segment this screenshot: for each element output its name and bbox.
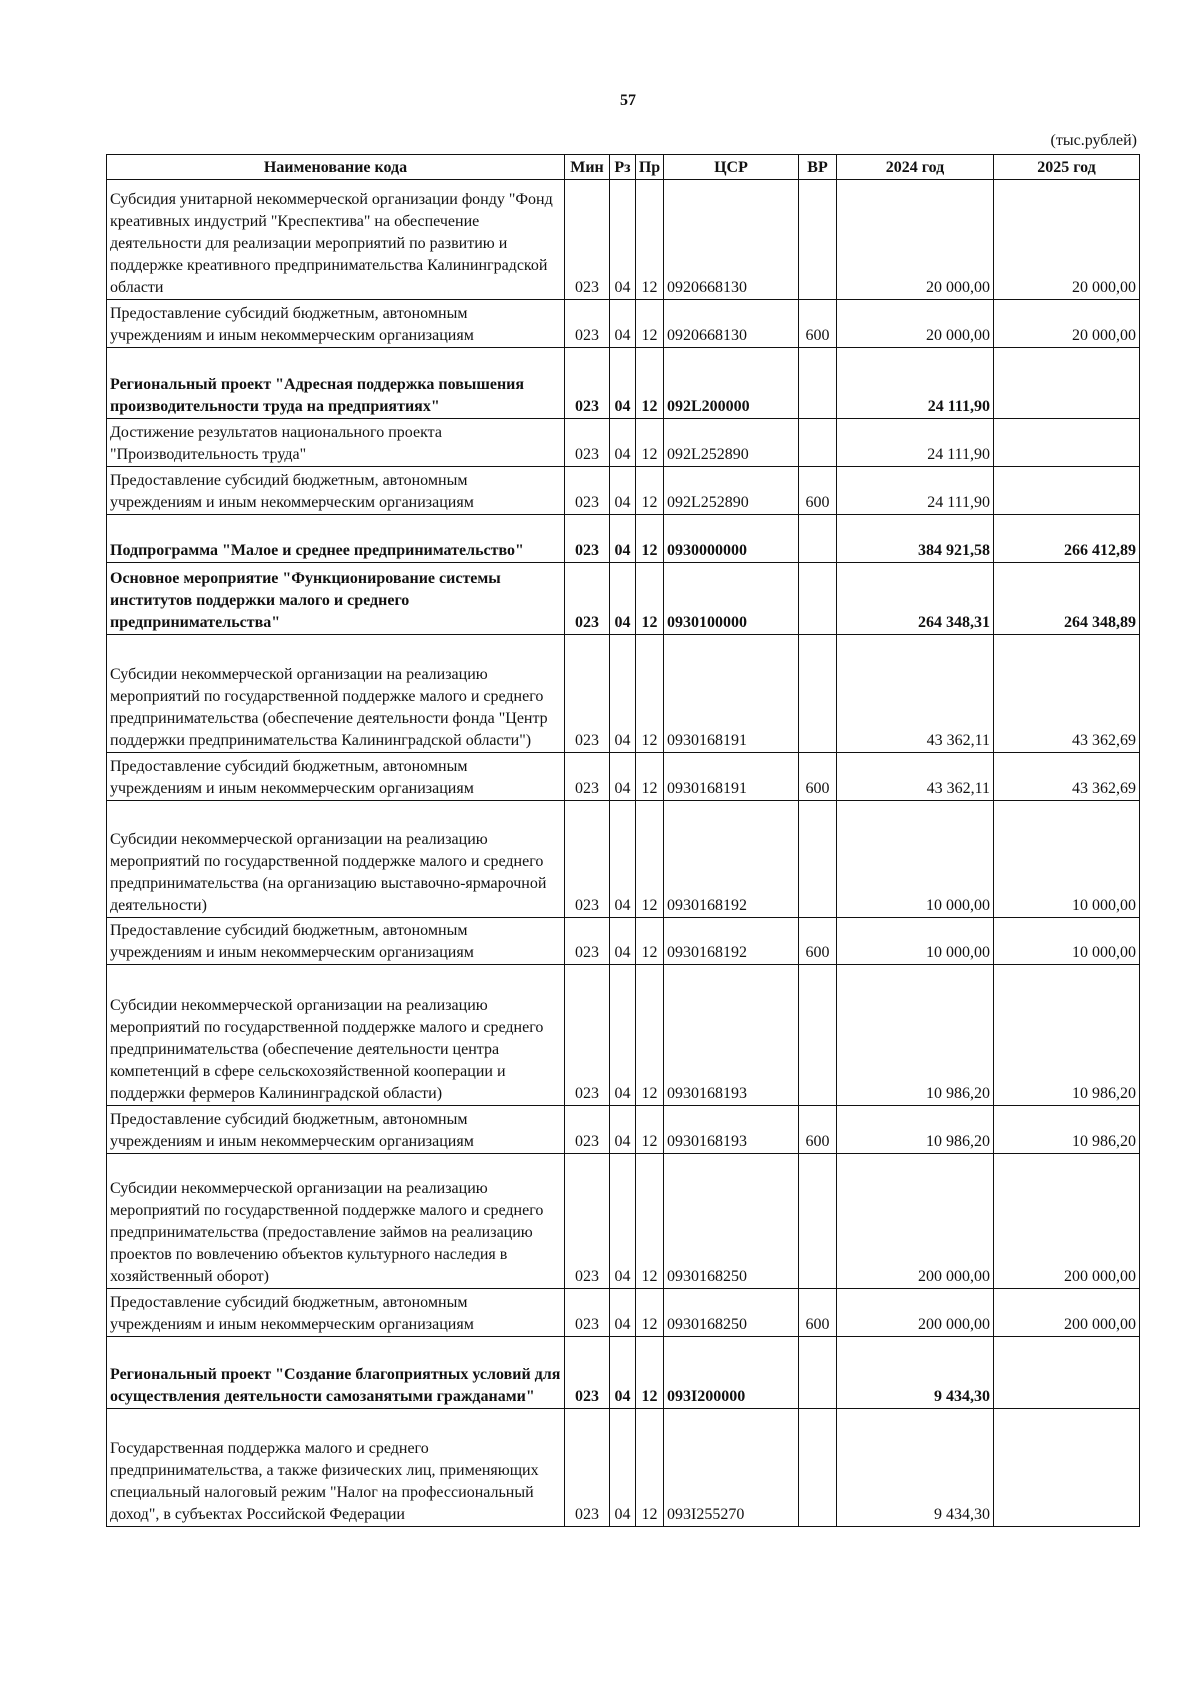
row-2025: [994, 419, 1140, 467]
row-pr: 12: [636, 801, 664, 918]
row-2025: 10 000,00: [994, 918, 1140, 965]
row-2024: 20 000,00: [837, 300, 994, 348]
table-row: [107, 965, 1140, 1106]
row-csr: 092L252890: [664, 419, 799, 467]
row-csr: 093I255270: [664, 1409, 799, 1527]
row-min: 023: [565, 918, 610, 965]
row-2024: 24 111,90: [837, 467, 994, 515]
row-2024: 10 000,00: [837, 918, 994, 965]
row-name: Субсидии некоммерческой организации на реализацию мероприятий по государственной поддержке малого и среднего предпринимательства (обеспечение деятельности фонда "Центр поддержки предпринимательства Калининградской области"): [107, 635, 565, 753]
row-pr: 12: [636, 515, 664, 563]
row-csr: 0930168192: [664, 918, 799, 965]
units-label: (тыс.рублей): [1050, 132, 1137, 149]
row-2024: 10 986,20: [837, 965, 994, 1106]
table-row: [107, 348, 1140, 419]
col-header-2025: 2025 год: [994, 155, 1140, 180]
row-rz: 04: [610, 180, 636, 300]
row-pr: 12: [636, 965, 664, 1106]
col-header-min: Мин: [565, 155, 610, 180]
row-vr: [799, 180, 837, 300]
row-csr: 0930168193: [664, 1106, 799, 1154]
row-rz: 04: [610, 1289, 636, 1337]
row-name: Предоставление субсидий бюджетным, автономным учреждениям и иным некоммерческим организациям: [107, 1106, 565, 1154]
row-vr: 600: [799, 918, 837, 965]
row-name: Предоставление субсидий бюджетным, автономным учреждениям и иным некоммерческим организациям: [107, 467, 565, 515]
row-2024: 24 111,90: [837, 348, 994, 419]
table-row: [107, 419, 1140, 467]
table-row: [107, 1289, 1140, 1337]
col-header-name: Наименование кода: [107, 155, 565, 180]
row-pr: 12: [636, 1409, 664, 1527]
row-rz: 04: [610, 801, 636, 918]
table-row: [107, 635, 1140, 753]
row-pr: 12: [636, 419, 664, 467]
row-pr: 12: [636, 1106, 664, 1154]
row-2024: 43 362,11: [837, 753, 994, 801]
row-rz: 04: [610, 300, 636, 348]
table-row: [107, 1154, 1140, 1289]
row-rz: 04: [610, 563, 636, 635]
row-csr: 092L252890: [664, 467, 799, 515]
row-min: 023: [565, 467, 610, 515]
col-header-csr: ЦСР: [664, 155, 799, 180]
row-rz: 04: [610, 753, 636, 801]
page-number: 57: [620, 92, 636, 109]
row-csr: 0930168191: [664, 753, 799, 801]
table-header-row: [107, 155, 1140, 180]
row-csr: 0930168192: [664, 801, 799, 918]
row-rz: 04: [610, 467, 636, 515]
row-pr: 12: [636, 753, 664, 801]
row-vr: [799, 1154, 837, 1289]
row-rz: 04: [610, 965, 636, 1106]
row-min: 023: [565, 563, 610, 635]
row-pr: 12: [636, 1289, 664, 1337]
row-csr: 0930000000: [664, 515, 799, 563]
budget-table: [106, 154, 1140, 1527]
row-name: Субсидии некоммерческой организации на реализацию мероприятий по государственной поддержке малого и среднего предпринимательства (обеспечение деятельности центра компетенций в сфере сельскохозяйственной кооперации и поддержки фермеров Калининградской области): [107, 965, 565, 1106]
row-csr: 0930168191: [664, 635, 799, 753]
table-row: [107, 1106, 1140, 1154]
row-name: Региональный проект "Создание благоприятных условий для осуществления деятельности самозанятыми гражданами": [107, 1337, 565, 1409]
row-rz: 04: [610, 635, 636, 753]
table-row: [107, 563, 1140, 635]
row-vr: 600: [799, 300, 837, 348]
row-csr: 0930100000: [664, 563, 799, 635]
row-name: Подпрограмма "Малое и среднее предпринимательство": [107, 515, 565, 563]
row-2024: 43 362,11: [837, 635, 994, 753]
row-pr: 12: [636, 918, 664, 965]
row-vr: [799, 801, 837, 918]
row-2024: 384 921,58: [837, 515, 994, 563]
row-2025: 200 000,00: [994, 1289, 1140, 1337]
row-2025: 10 000,00: [994, 801, 1140, 918]
row-csr: 0930168250: [664, 1154, 799, 1289]
row-rz: 04: [610, 1409, 636, 1527]
row-min: 023: [565, 1106, 610, 1154]
row-2024: 9 434,30: [837, 1409, 994, 1527]
row-pr: 12: [636, 300, 664, 348]
row-csr: 093I200000: [664, 1337, 799, 1409]
row-csr: 0930168250: [664, 1289, 799, 1337]
row-vr: [799, 1409, 837, 1527]
row-2025: 43 362,69: [994, 635, 1140, 753]
table-row: [107, 753, 1140, 801]
row-pr: 12: [636, 1154, 664, 1289]
row-rz: 04: [610, 515, 636, 563]
row-min: 023: [565, 348, 610, 419]
row-2024: 264 348,31: [837, 563, 994, 635]
row-vr: [799, 635, 837, 753]
row-pr: 12: [636, 1337, 664, 1409]
row-2024: 20 000,00: [837, 180, 994, 300]
row-pr: 12: [636, 635, 664, 753]
row-2025: 266 412,89: [994, 515, 1140, 563]
row-rz: 04: [610, 1154, 636, 1289]
row-min: 023: [565, 635, 610, 753]
row-pr: 12: [636, 563, 664, 635]
row-vr: [799, 965, 837, 1106]
row-vr: 600: [799, 753, 837, 801]
row-name: Достижение результатов национального проекта "Производительность труда": [107, 419, 565, 467]
table-row: [107, 1337, 1140, 1409]
row-2025: 200 000,00: [994, 1154, 1140, 1289]
row-name: Предоставление субсидий бюджетным, автономным учреждениям и иным некоммерческим организациям: [107, 918, 565, 965]
row-2024: 200 000,00: [837, 1154, 994, 1289]
row-min: 023: [565, 300, 610, 348]
row-2025: [994, 348, 1140, 419]
row-vr: [799, 563, 837, 635]
col-header-rz: Рз: [610, 155, 636, 180]
row-name: Основное мероприятие "Функционирование системы институтов поддержки малого и среднего предпринимательства": [107, 563, 565, 635]
row-min: 023: [565, 180, 610, 300]
row-rz: 04: [610, 1106, 636, 1154]
row-min: 023: [565, 419, 610, 467]
row-rz: 04: [610, 419, 636, 467]
row-name: Государственная поддержка малого и среднего предпринимательства, а также физических лиц, применяющих специальный налоговый режим "Налог на профессиональный доход", в субъектах Российской Федерации: [107, 1409, 565, 1527]
col-header-2024: 2024 год: [837, 155, 994, 180]
row-vr: [799, 515, 837, 563]
row-min: 023: [565, 1289, 610, 1337]
row-2024: 10 000,00: [837, 801, 994, 918]
row-min: 023: [565, 753, 610, 801]
row-vr: [799, 348, 837, 419]
row-2025: 10 986,20: [994, 1106, 1140, 1154]
row-csr: 092L200000: [664, 348, 799, 419]
row-pr: 12: [636, 467, 664, 515]
row-min: 023: [565, 515, 610, 563]
row-min: 023: [565, 801, 610, 918]
row-min: 023: [565, 965, 610, 1106]
row-rz: 04: [610, 918, 636, 965]
row-2024: 200 000,00: [837, 1289, 994, 1337]
row-vr: [799, 1337, 837, 1409]
row-2025: [994, 1409, 1140, 1527]
row-vr: [799, 419, 837, 467]
row-2024: 9 434,30: [837, 1337, 994, 1409]
row-name: Субсидии некоммерческой организации на реализацию мероприятий по государственной поддержке малого и среднего предпринимательства (предоставление займов на реализацию проектов по вовлечению объектов культурного наследия в хозяйственный оборот): [107, 1154, 565, 1289]
row-name: Предоставление субсидий бюджетным, автономным учреждениям и иным некоммерческим организациям: [107, 300, 565, 348]
row-pr: 12: [636, 348, 664, 419]
row-csr: 0920668130: [664, 300, 799, 348]
row-2025: 20 000,00: [994, 300, 1140, 348]
row-min: 023: [565, 1409, 610, 1527]
row-2025: 43 362,69: [994, 753, 1140, 801]
row-csr: 0930168193: [664, 965, 799, 1106]
row-2024: 24 111,90: [837, 419, 994, 467]
table-row: [107, 918, 1140, 965]
table-row: [107, 515, 1140, 563]
row-name: Субсидия унитарной некоммерческой организации фонду "Фонд креативных индустрий "Креспектива" на обеспечение деятельности для реализации мероприятий по развитию и поддержке креативного предпринимательства Калининградской области: [107, 180, 565, 300]
row-2025: [994, 1337, 1140, 1409]
row-name: Предоставление субсидий бюджетным, автономным учреждениям и иным некоммерческим организациям: [107, 1289, 565, 1337]
row-name: Субсидии некоммерческой организации на реализацию мероприятий по государственной поддержке малого и среднего предпринимательства (на организацию выставочно-ярмарочной деятельности): [107, 801, 565, 918]
row-vr: 600: [799, 1289, 837, 1337]
col-header-vr: ВР: [799, 155, 837, 180]
table-row: [107, 180, 1140, 300]
row-vr: 600: [799, 467, 837, 515]
row-2025: 10 986,20: [994, 965, 1140, 1106]
row-2024: 10 986,20: [837, 1106, 994, 1154]
row-csr: 0920668130: [664, 180, 799, 300]
row-name: Предоставление субсидий бюджетным, автономным учреждениям и иным некоммерческим организациям: [107, 753, 565, 801]
row-min: 023: [565, 1337, 610, 1409]
row-name: Региональный проект "Адресная поддержка повышения производительности труда на предприятиях": [107, 348, 565, 419]
table-row: [107, 1409, 1140, 1527]
row-2025: 20 000,00: [994, 180, 1140, 300]
row-2025: [994, 467, 1140, 515]
col-header-pr: Пр: [636, 155, 664, 180]
row-rz: 04: [610, 348, 636, 419]
row-pr: 12: [636, 180, 664, 300]
table-row: [107, 300, 1140, 348]
table-row: [107, 467, 1140, 515]
row-2025: 264 348,89: [994, 563, 1140, 635]
table-row: [107, 801, 1140, 918]
row-vr: 600: [799, 1106, 837, 1154]
row-rz: 04: [610, 1337, 636, 1409]
row-min: 023: [565, 1154, 610, 1289]
